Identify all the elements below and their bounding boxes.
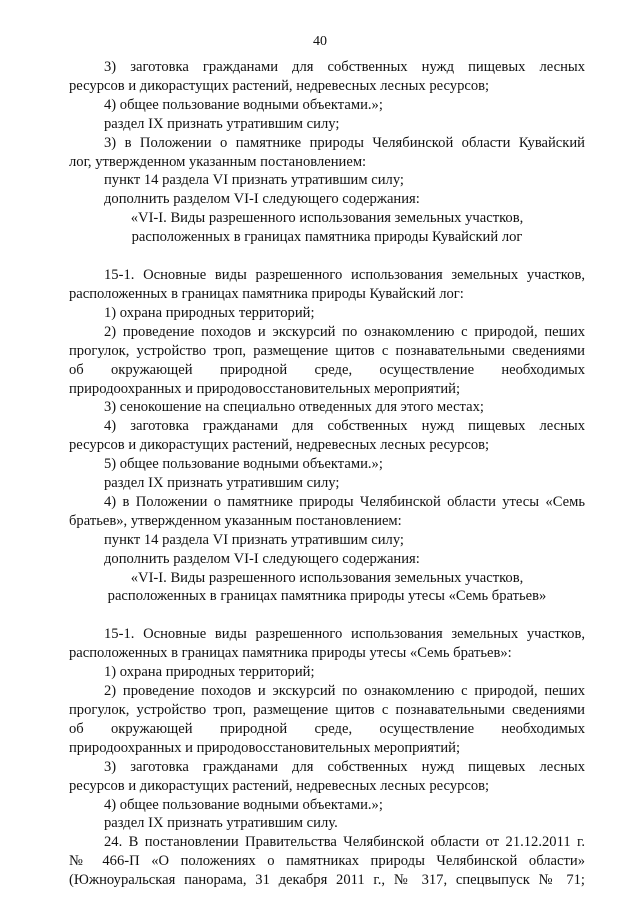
- text-line: раздел IX признать утратившим силу;: [104, 115, 340, 132]
- spacer: [69, 606, 585, 625]
- text-line: 2) проведение походов и экскурсий по ознакомлению с природой, пеших: [104, 323, 585, 340]
- text-line: прогулок, устройство троп, размещение щитов с познавательными сведениями: [69, 702, 585, 718]
- text-line: расположенных в границах памятника природы утесы «Семь братьев»:: [69, 645, 512, 662]
- text-line: дополнить разделом VI-I следующего содержания:: [104, 191, 420, 208]
- text-line: природоохранных и природовосстановительных мероприятий;: [69, 380, 461, 397]
- heading-line: расположенных в границах памятника природы утесы «Семь братьев»: [107, 588, 547, 605]
- text-line: расположенных в границах памятника природы Кувайский лог:: [69, 285, 464, 302]
- text-line: об окружающей природной среде, осуществление необходимых: [69, 361, 585, 378]
- text-line: раздел IX признать утратившим силу;: [104, 475, 340, 492]
- paragraph: [69, 625, 585, 890]
- text-line: братьев», утвержденном указанным постановлением:: [69, 512, 402, 529]
- text-line: 2) проведение походов и экскурсий по ознакомлению с природой, пеших: [104, 683, 585, 700]
- text-line: ресурсов и дикорастущих растений, недревесных лесных ресурсов;: [69, 437, 490, 454]
- text-line: раздел IX признать утратившим силу.: [104, 815, 338, 832]
- text-line: пункт 14 раздела VI признать утратившим силу;: [104, 531, 404, 548]
- text-line: 15-1. Основные виды разрешенного использования земельных участков,: [104, 626, 585, 643]
- text-line: 1) охрана природных территорий;: [104, 664, 315, 681]
- heading-line: «VI-I. Виды разрешенного использования земельных участков,: [130, 569, 524, 586]
- text-line: 4) общее пользование водными объектами.»;: [104, 796, 383, 813]
- text-line: № 466-П «О положениях о памятниках природы Челябинской области»: [69, 853, 585, 870]
- heading-line: расположенных в границах памятника природы Кувайский лог: [131, 229, 523, 246]
- document-body: [69, 58, 585, 890]
- text-line: природоохранных и природовосстановительных мероприятий;: [69, 739, 461, 756]
- text-line: 5) общее пользование водными объектами.»;: [104, 456, 383, 473]
- text-line: 15-1. Основные виды разрешенного использования земельных участков,: [104, 267, 585, 284]
- text-line: лог, утвержденном указанным постановлением:: [69, 153, 367, 170]
- text-line: дополнить разделом VI-I следующего содержания:: [104, 550, 420, 567]
- text-line: 3) заготовка гражданами для собственных нужд пищевых лесных: [104, 59, 585, 75]
- text-line: 3) заготовка гражданами для собственных нужд пищевых лесных: [104, 758, 585, 775]
- text-line: прогулок, устройство троп, размещение щитов с познавательными сведениями: [69, 342, 585, 359]
- section-heading: [69, 209, 585, 247]
- paragraph: [69, 58, 585, 209]
- text-line: ресурсов и дикорастущих растений, недревесных лесных ресурсов;: [69, 777, 490, 794]
- paragraph: [69, 266, 585, 569]
- text-line: 3) сенокошение на специально отведенных для этого местах;: [104, 399, 484, 416]
- text-line: 3) в Положении о памятнике природы Челябинской области Кувайский: [104, 134, 585, 151]
- text-line: 1) охрана природных территорий;: [104, 304, 315, 321]
- text-line: пункт 14 раздела VI признать утратившим силу;: [104, 172, 404, 189]
- text-line: 4) общее пользование водными объектами.»;: [104, 96, 383, 113]
- spacer: [69, 247, 585, 266]
- text-line: об окружающей природной среде, осуществление необходимых: [69, 720, 585, 737]
- text-line: 4) заготовка гражданами для собственных нужд пищевых лесных: [104, 418, 585, 435]
- text-line: 4) в Положении о памятнике природы Челябинской области утесы «Семь: [104, 493, 585, 510]
- text-line: 24. В постановлении Правительства Челябинской области от 21.12.2011 г.: [104, 834, 585, 851]
- text-line: (Южноуральская панорама, 31 декабря 2011 г., № 317, спецвыпуск № 71;: [69, 872, 585, 889]
- heading-line: «VI-I. Виды разрешенного использования земельных участков,: [130, 210, 524, 227]
- page-number: 40: [313, 34, 327, 49]
- text-line: ресурсов и дикорастущих растений, недревесных лесных ресурсов;: [69, 77, 490, 94]
- section-heading: [69, 569, 585, 607]
